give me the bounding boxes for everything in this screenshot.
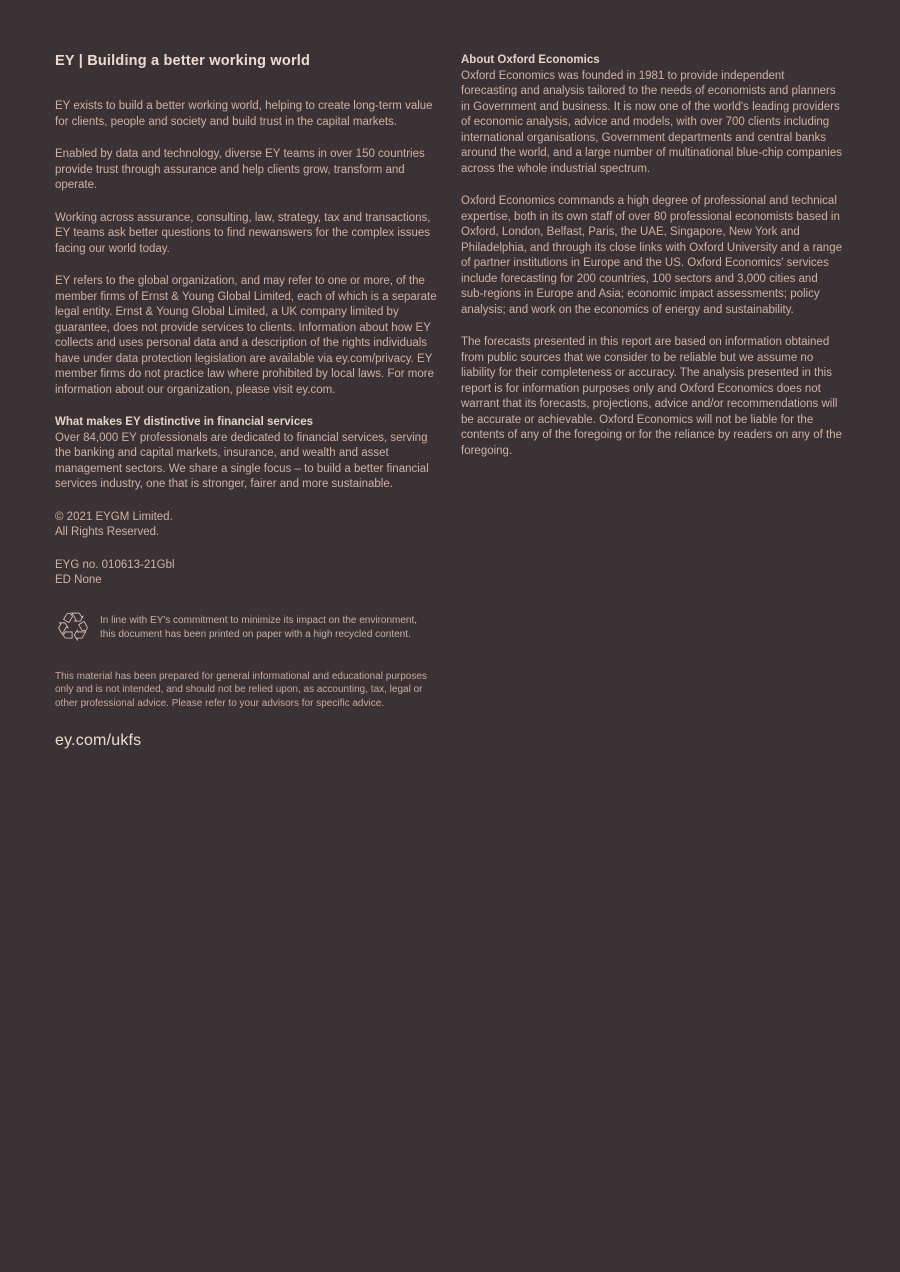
rights-reserved-line: All Rights Reserved. (55, 526, 160, 538)
ed-line: ED None (55, 574, 102, 586)
document-id-block (55, 558, 437, 589)
ey-legal-paragraph: EY refers to the global organization, and may refer to one or more, of the member firms of Ernst & Young Global Limited, each of which is a separate legal entity. Ernst & Young Global Limited, a UK company limited by guarantee, does not provide services to clients. Information about how EY collects and uses personal data and a description of the rights individuals have under data protection legislation are available via ey.com/privacy. EY member firms do not practice law where prohibited by local laws. For more information about our organization, please visit ey.com. (55, 275, 437, 396)
left-column (55, 53, 437, 750)
oxford-forecast-disclaimer-paragraph: The forecasts presented in this report are based on information obtained from public sources that we consider to be reliable but we assume no liability for their completeness or accuracy. The analysis presented in this report is for information purposes only and Oxford Economics does not warrant that its forecasts, projections, advice and/or recommendations will be accurate or achievable. Oxford Economics will not be liable for the contents of any of the foregoing or for the reliance by readers on any of the foregoing. (461, 336, 843, 457)
general-disclaimer: This material has been prepared for general informational and educational purposes only and is not intended, and should not be relied upon, as accounting, tax, legal or other professional advice. Please refer to your advisors for specific advice. (55, 670, 427, 709)
ey-working-paragraph: Working across assurance, consulting, law, strategy, tax and transactions, EY teams ask better questions to find newanswers for the complex issues facing our world today. (55, 211, 431, 255)
oxford-founded-paragraph: Oxford Economics was founded in 1981 to provide independent forecasting and analysis tailored to the needs of economists and planners in Government and business. It is now one of the world's leading providers of economic analysis, advice and models, with over 700 clients including international organisations, Government departments and central banks around the world, and a large number of multinational blue-chip companies across the whole industrial spectrum. (461, 69, 843, 175)
oxford-expertise-paragraph: Oxford Economics commands a high degree of professional and technical expertise, both in its own staff of over 80 professional economists based in Oxford, London, Belfast, Paris, the UAE, Singapore, New York and Philadelphia, and through its close links with Oxford University and a range of partner institutions in Europe and the US. Oxford Economics' services include forecasting for 200 countries, 100 sectors and 3,000 cities and sub-regions in Europe and Asia; economic impact assessments; policy analysis; and work on the economics of energy and sustainability. (461, 195, 842, 316)
distinctive-heading: What makes EY distinctive in financial services (55, 416, 314, 428)
oxford-economics-heading: About Oxford Economics (461, 54, 600, 66)
ey-enabled-paragraph: Enabled by data and technology, diverse EY teams in over 150 countries provide trust through assurance and help clients grow, transform and operate. (55, 148, 425, 191)
distinctive-paragraph: Over 84,000 EY professionals are dedicated to financial services, serving the banking and capital markets, insurance, and wealth and asset management sectors. We share a single focus – to build a better financial services industry, one that is stronger, fairer and more sustainable. (55, 431, 429, 490)
copyright-block (55, 510, 437, 541)
ey-website-link: ey.com/ukfs (55, 732, 142, 749)
right-column (461, 53, 843, 476)
recycle-note-text: In line with EY's commitment to minimize its impact on the environment, this document has been printed on paper with a high recycled content. (100, 615, 418, 640)
eyg-number-line: EYG no. 010613-21Gbl (55, 558, 175, 571)
copyright-line: © 2021 EYGM Limited. (55, 510, 173, 523)
ey-purpose-paragraph: EY exists to build a better working world, helping to create long-term value for clients, people and society and build trust in the capital markets. (55, 100, 433, 128)
recycle-note-row (55, 606, 437, 650)
ey-brand-header: EY | Building a better working world (55, 53, 311, 69)
recycle-icon: ♲ (55, 604, 91, 651)
